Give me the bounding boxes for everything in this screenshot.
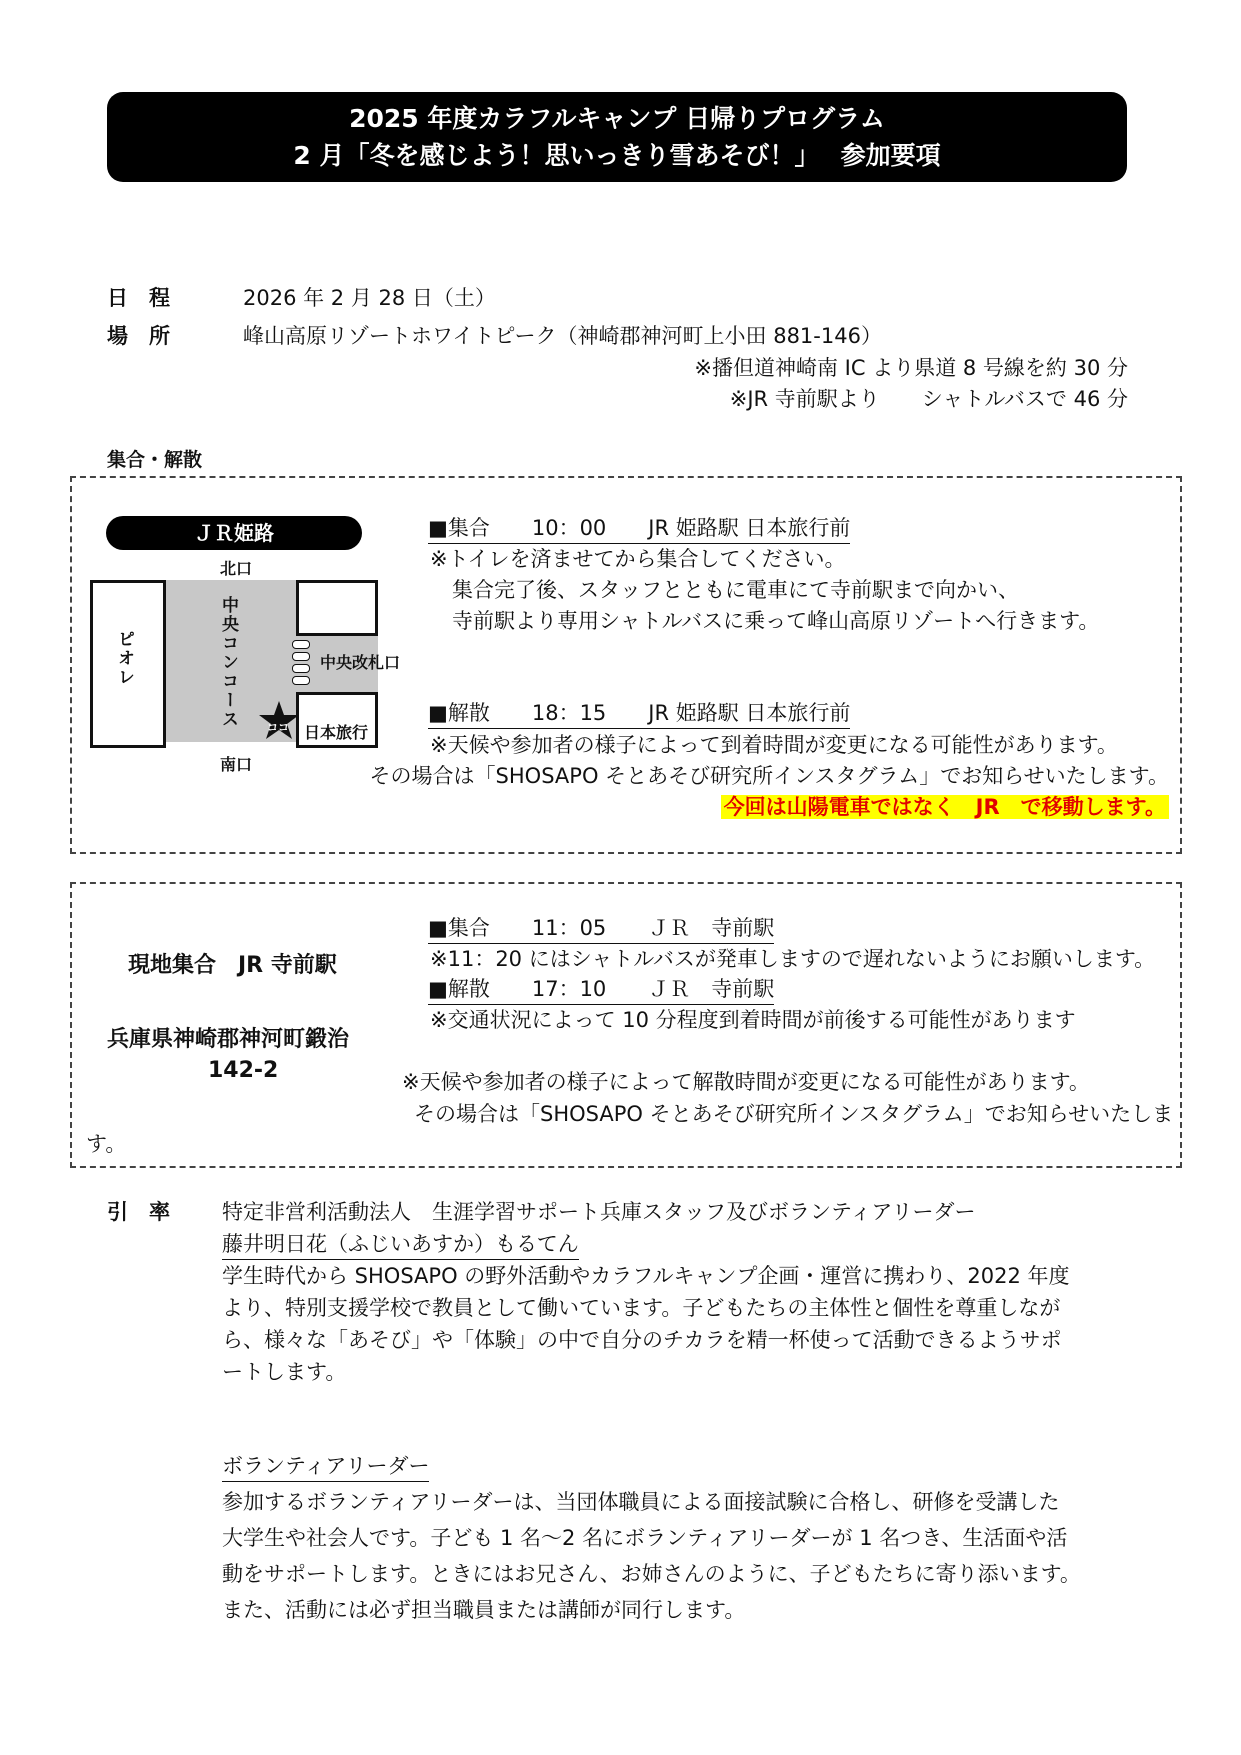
local-name: 現地集合 JR 寺前駅: [128, 953, 337, 978]
volunteer-heading-line: [222, 1450, 429, 1482]
schedule-value: 2026 年 2 月 28 日（土）: [243, 286, 496, 310]
local-gather-text: ■集合 11：05 ＪＲ 寺前駅: [428, 912, 774, 944]
local-address-2: 142-2: [208, 1058, 279, 1083]
himeji-gather-note-3: 寺前駅より専用シャトルバスに乗って峰山高原リゾートへ行きます。: [452, 609, 1100, 633]
local-dismiss-note: ※交通状況によって 10 分程度到着時間が前後する可能性があります: [430, 1008, 1076, 1032]
himeji-dismiss-time: [428, 697, 850, 729]
map-south-exit: 南口: [220, 755, 253, 774]
leader-bio-2: より、特別支援学校で教員として働いています。子どもたちの主体性と個性を尊重しなが: [222, 1296, 1061, 1320]
location-label: 場 所: [107, 324, 170, 348]
himeji-dismiss-note-1: ※天候や参加者の様子によって到着時間が変更になる可能性があります。: [430, 733, 1118, 757]
map-gate-2: [292, 652, 310, 661]
map-title: ＪＲ姫路: [106, 516, 362, 550]
local-address-1: 兵庫県神崎郡神河町鍛治: [107, 1027, 350, 1052]
map-gate-label: 中央改札口: [320, 653, 401, 672]
leader-name-line: [222, 1228, 579, 1260]
local-note-1: ※天候や参加者の様子によって解散時間が変更になる可能性があります。: [402, 1070, 1090, 1094]
title-line-1: 2025 年度カラフルキャンプ 日帰りプログラム: [349, 104, 885, 133]
local-note-2-wrap: す。: [86, 1132, 127, 1156]
local-dismiss-time: [428, 973, 774, 1005]
highlight-text: 今回は山陽電車ではなく JR で移動します。: [721, 795, 1169, 819]
volunteer-text-3: 動をサポートします。ときにはお兄さん、お姉さんのように、子どもたちに寄り添います。: [222, 1562, 1081, 1586]
location-value: 峰山高原リゾートホワイトピーク（神崎郡神河町上小田 881-146）: [243, 324, 882, 348]
himeji-gather-text: ■集合 10：00 JR 姫路駅 日本旅行前: [428, 512, 850, 544]
himeji-gather-time: [428, 512, 850, 544]
title-banner: [107, 92, 1127, 182]
leader-bio-4: ートします。: [222, 1360, 347, 1384]
map-concourse-label: 中央コンコース: [218, 596, 238, 729]
leader-name: 藤井明日花（ふじいあすか）もるてん: [222, 1228, 579, 1260]
schedule-label: 日 程: [107, 286, 170, 310]
himeji-gather-note-1: ※トイレを済ませてから集合してください。: [430, 547, 846, 571]
location-note-2: ※JR 寺前駅より シャトルバスで 46 分: [729, 387, 1128, 411]
map-gate-4: [292, 676, 310, 685]
map-agency-label: 日本旅行: [304, 723, 369, 742]
local-note-2: その場合は「SHOSAPO そとあそび研究所インスタグラム」でお知らせいたしま: [414, 1102, 1174, 1126]
map-gate-3: [292, 664, 310, 673]
map-piore-label: ピオレ: [114, 630, 134, 687]
volunteer-text-1: 参加するボランティアリーダーは、当団体職員による面接試験に合格し、研修を受講した: [222, 1490, 1060, 1514]
map-gate-1: [292, 640, 310, 649]
leader-bio-3: ら、様々な「あそび」や「体験」の中で自分のチカラを精一杯使って活動できるようサポ: [222, 1328, 1062, 1352]
local-gather-time: [428, 912, 774, 944]
himeji-gather-note-2: 集合完了後、スタッフとともに電車にて寺前駅まで向かい、: [452, 578, 1019, 602]
leader-org: 特定非営利活動法人 生涯学習サポート兵庫スタッフ及びボランティアリーダー: [222, 1200, 976, 1224]
volunteer-text-4: また、活動には必ず担当職員または講師が同行します。: [222, 1598, 746, 1622]
leader-bio-1: 学生時代から SHOSAPO の野外活動やカラフルキャンプ企画・運営に携わり、2022 年度: [222, 1264, 1070, 1288]
volunteer-heading: ボランティアリーダー: [222, 1450, 429, 1482]
leader-label: 引 率: [107, 1200, 170, 1224]
location-note-1: ※播但道神崎南 IC より県道 8 号線を約 30 分: [694, 356, 1128, 380]
himeji-highlight-notice: [721, 791, 1169, 821]
local-dismiss-text: ■解散 17：10 ＪＲ 寺前駅: [428, 973, 774, 1005]
himeji-dismiss-text: ■解散 18：15 JR 姫路駅 日本旅行前: [428, 697, 850, 729]
map-block-north: [296, 580, 378, 636]
volunteer-text-2: 大学生や社会人です。子ども 1 名～2 名にボランティアリーダーが 1 名つき、生活面や活: [222, 1526, 1068, 1550]
map-north-exit: 北口: [220, 559, 253, 578]
title-line-2: 2 月「冬を感じよう！思いっきり雪あそび！」 参加要項: [293, 141, 941, 170]
himeji-dismiss-note-2: その場合は「SHOSAPO そとあそび研究所インスタグラム」でお知らせいたします。: [369, 764, 1169, 788]
local-gather-note: ※11：20 にはシャトルバスが発車しますので遅れないようにお願いします。: [430, 947, 1156, 971]
himeji-station-map: [90, 514, 420, 784]
map-here-label: ココ: [267, 721, 289, 734]
assembly-heading: 集合・解散: [107, 449, 203, 471]
